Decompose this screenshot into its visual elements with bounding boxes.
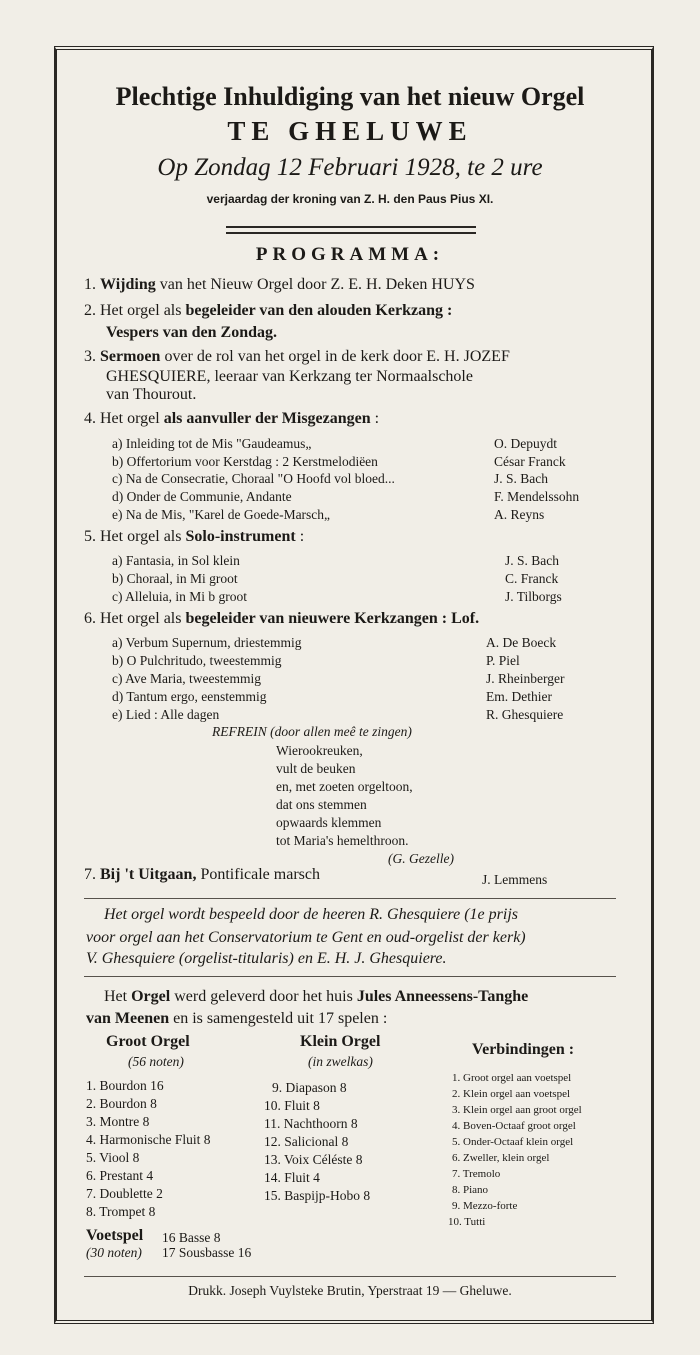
groot-orgel-title: Groot Orgel	[106, 1033, 190, 1050]
coupler: 5. Onder-Octaaf klein orgel	[452, 1136, 574, 1148]
item-bold: Solo-instrument	[185, 528, 296, 545]
item-3-line3: van Thourout.	[106, 386, 197, 403]
groot-orgel-note: (56 noten)	[128, 1054, 184, 1069]
item-text: Het orgel als	[100, 302, 186, 319]
stop: 8. Trompet 8	[86, 1204, 156, 1219]
item-1	[84, 276, 475, 294]
sub-5c: c) Alleluia, in Mi b groot	[112, 589, 247, 604]
sub-4e: e) Na de Mis, "Karel de Goede-Marsch„	[112, 507, 331, 522]
composer-6b: P. Piel	[486, 653, 520, 668]
composer-5c: J. Tilborgs	[505, 589, 562, 604]
stop: 16 Basse 8	[162, 1230, 221, 1245]
item-number: 2.	[84, 302, 96, 319]
item-3	[84, 348, 510, 366]
voetspel-note: (30 noten)	[86, 1245, 142, 1260]
item-bold: Bij 't Uitgaan,	[100, 866, 197, 883]
double-rule	[226, 226, 476, 234]
sub-6b: b) O Pulchritudo, tweestemmig	[112, 653, 282, 668]
sub-6d: d) Tantum ergo, eenstemmig	[112, 689, 267, 704]
divider	[84, 1276, 616, 1277]
date-line: Op Zondag 12 Februari 1928, te 2 ure	[157, 154, 543, 181]
programma-heading: PROGRAMMA:	[255, 244, 445, 265]
builder-bold: Orgel	[131, 988, 171, 1005]
stop: 7. Doublette 2	[86, 1186, 163, 1201]
item-4	[84, 410, 379, 428]
stop: 3. Montre 8	[86, 1114, 150, 1129]
item-number: 1.	[84, 276, 96, 293]
poem-line: dat ons stemmen	[276, 797, 367, 812]
stop: 5. Viool 8	[86, 1150, 140, 1165]
item-text: Het orgel als	[100, 610, 186, 627]
stop: 6. Prestant 4	[86, 1168, 154, 1183]
coupler: 10. Tutti	[448, 1216, 486, 1228]
item-colon: :	[370, 410, 380, 427]
sub-6c: c) Ave Maria, tweestemmig	[112, 671, 261, 686]
item-2-line2: Vespers van den Zondag.	[106, 324, 278, 341]
item-text: Pontificale marsch	[196, 866, 320, 883]
verbindingen-title: Verbindingen :	[472, 1041, 575, 1058]
item-6	[84, 610, 479, 628]
item-3-line2: GHESQUIERE, leeraar van Kerkzang ter Normaalschole	[106, 368, 473, 385]
coupler: 8. Piano	[452, 1184, 489, 1196]
stop: 14. Fluit 4	[264, 1170, 320, 1185]
item-number: 3.	[84, 348, 96, 365]
composer-5b: C. Franck	[505, 571, 559, 586]
stop: 13. Voix Céléste 8	[264, 1152, 363, 1167]
poem-line: tot Maria's hemelthroon.	[276, 833, 409, 848]
item-number: 7.	[84, 866, 96, 883]
divider	[84, 898, 616, 899]
organists-line2: voor orgel aan het Conservatorium te Gent en oud-orgelist der kerk)	[86, 929, 526, 946]
item-bold: Wijding	[100, 276, 156, 293]
composer-4d: F. Mendelssohn	[494, 489, 580, 504]
composer-4a: O. Depuydt	[494, 436, 557, 451]
builder-text: werd geleverd door het huis	[170, 988, 357, 1005]
builder-line2	[86, 1010, 387, 1028]
item-text: Het orgel als	[100, 528, 186, 545]
stop: 2. Bourdon 8	[86, 1096, 157, 1111]
item-number: 5.	[84, 528, 96, 545]
location-title: TE GHELUWE	[227, 116, 473, 146]
sub-6e: e) Lied : Alle dagen	[112, 707, 220, 722]
poem-line: vult de beuken	[276, 761, 356, 776]
stop: 4. Harmonische Fluit 8	[86, 1132, 211, 1147]
composer-6a: A. De Boeck	[486, 635, 557, 650]
klein-orgel-note: (in zwelkas)	[308, 1054, 373, 1069]
coupler: 4. Boven-Octaaf groot orgel	[452, 1120, 576, 1132]
occasion-line: verjaardag der kroning van Z. H. den Paus Pius XI.	[206, 192, 494, 206]
item-text: over de rol van het orgel in de kerk door E. H. JOZEF	[160, 348, 510, 365]
sub-4c: c) Na de Consecratie, Choraal "O Hoofd vol bloed...	[112, 471, 395, 486]
composer-6e: R. Ghesquiere	[486, 707, 564, 722]
sub-4b: b) Offertorium voor Kerstdag : 2 Kerstmelodiëen	[112, 454, 378, 469]
organists-line3: V. Ghesquiere (orgelist-titularis) en E. H. J. Ghesquiere.	[86, 950, 447, 967]
composer-4e: A. Reyns	[494, 507, 545, 522]
composer-6d: Em. Dethier	[486, 689, 552, 704]
stop: 12. Salicional 8	[264, 1134, 349, 1149]
divider	[84, 976, 616, 977]
stop: 15. Baspijp-Hobo 8	[264, 1188, 371, 1203]
poem-author: (G. Gezelle)	[388, 851, 454, 866]
poem-line: en, met zoeten orgeltoon,	[276, 779, 413, 794]
composer-7: J. Lemmens	[482, 872, 548, 887]
builder-text: Het	[104, 988, 132, 1005]
composer-4b: César Franck	[494, 454, 566, 469]
item-5	[84, 528, 304, 546]
stop: 10. Fluit 8	[264, 1098, 320, 1113]
composer-5a: J. S. Bach	[505, 553, 559, 568]
refrain-title: REFREIN (door allen meê te zingen)	[212, 724, 412, 739]
coupler: 9. Mezzo-forte	[452, 1200, 518, 1212]
klein-orgel-title: Klein Orgel	[300, 1033, 381, 1050]
organists-line1: Het orgel wordt bespeeld door de heeren R. Ghesquiere (1e prijs	[104, 906, 518, 923]
sub-4a: a) Inleiding tot de Mis "Gaudeamus„	[112, 436, 312, 451]
builder-text: en is samengesteld uit 17 spelen :	[169, 1010, 388, 1027]
stop: 17 Sousbasse 16	[162, 1245, 252, 1260]
item-7	[84, 866, 320, 884]
coupler: 6. Zweller, klein orgel	[452, 1152, 550, 1164]
stop: 11. Nachthoorn 8	[264, 1116, 358, 1131]
item-bold: Sermoen	[100, 348, 161, 365]
composer-4c: J. S. Bach	[494, 471, 548, 486]
sub-4d: d) Onder de Communie, Andante	[112, 489, 292, 504]
coupler: 7. Tremolo	[452, 1168, 501, 1180]
poem-line: Wierookreuken,	[276, 743, 363, 758]
printer-line: Drukk. Joseph Vuylsteke Brutin, Yperstraat 19 — Gheluwe.	[188, 1283, 512, 1298]
stop: 1. Bourdon 16	[86, 1078, 164, 1093]
sub-5a: a) Fantasia, in Sol klein	[112, 553, 240, 568]
item-bold: begeleider van den alouden Kerkzang :	[185, 302, 453, 319]
main-title: Plechtige Inhuldiging van het nieuw Orgel	[115, 82, 585, 111]
item-number: 6.	[84, 610, 96, 627]
coupler: 2. Klein orgel aan voetspel	[452, 1088, 571, 1100]
builder-line1	[104, 988, 528, 1006]
builder-name: Jules Anneessens-Tanghe	[356, 988, 529, 1005]
composer-6c: J. Rheinberger	[486, 671, 565, 686]
sub-6a: a) Verbum Supernum, driestemmig	[112, 635, 302, 650]
item-number: 4.	[84, 410, 96, 427]
item-bold: begeleider van nieuwere Kerkzangen : Lof.	[185, 610, 480, 627]
sub-5b: b) Choraal, in Mi groot	[112, 571, 238, 586]
item-bold: als aanvuller der Misgezangen	[163, 410, 371, 427]
coupler: 3. Klein orgel aan groot orgel	[452, 1104, 582, 1116]
stop: 9. Diapason 8	[272, 1080, 347, 1095]
voetspel-title: Voetspel	[86, 1227, 144, 1244]
poem-line: opwaards klemmen	[276, 815, 382, 830]
item-2	[84, 302, 452, 320]
item-text: van het Nieuw Orgel door Z. E. H. Deken HUYS	[155, 276, 475, 293]
item-colon: :	[295, 528, 305, 545]
coupler: 1. Groot orgel aan voetspel	[452, 1072, 572, 1084]
item-text: Het orgel	[100, 410, 164, 427]
builder-bold: van Meenen	[86, 1010, 170, 1027]
